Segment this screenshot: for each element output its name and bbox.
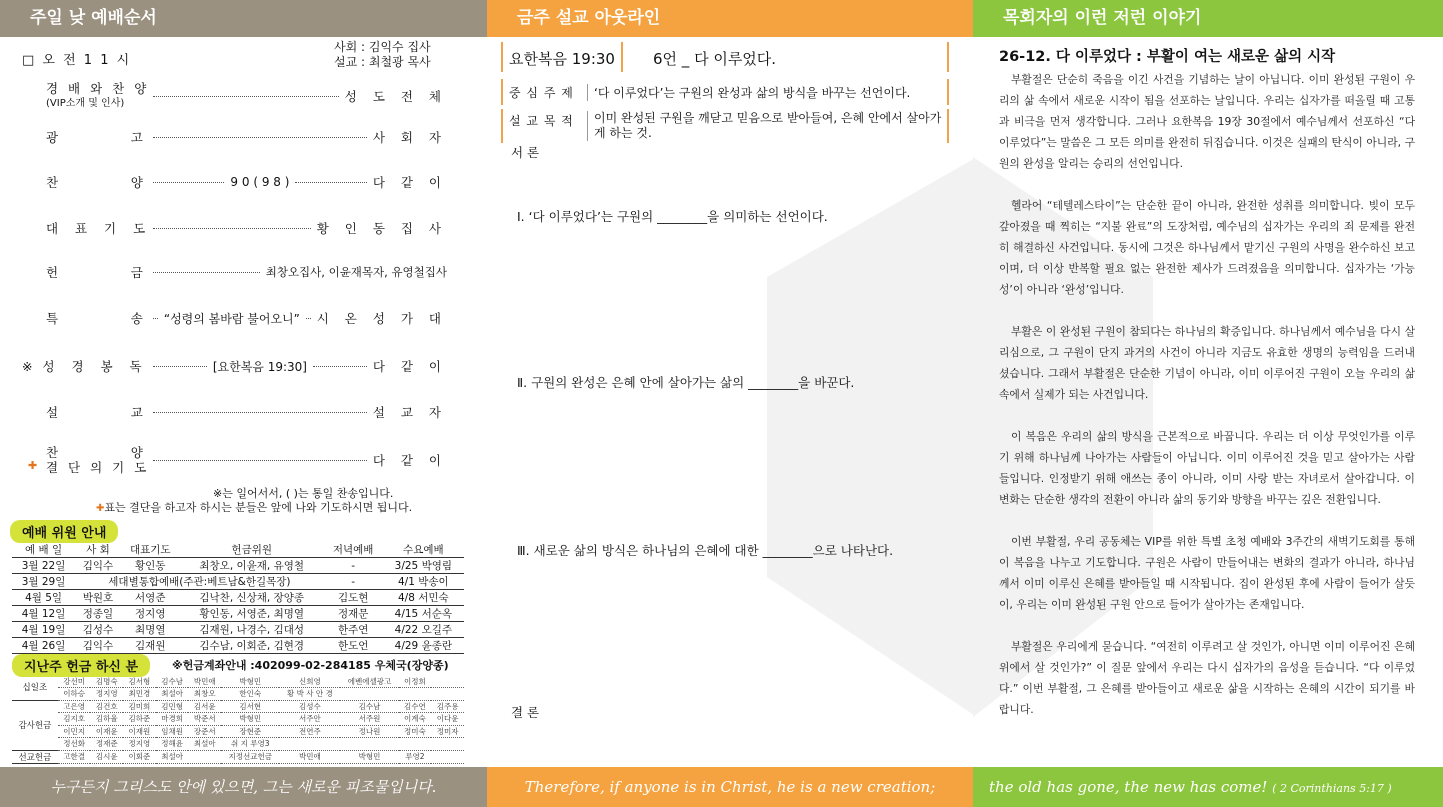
offering-name: 김명숙 <box>90 675 123 688</box>
offering-name: 마경희 <box>156 713 189 726</box>
service-item-leader: 성 도 전 체 <box>344 89 447 104</box>
offering-name: 김서윤 <box>188 700 221 713</box>
offering-name: 김지호 <box>58 713 91 726</box>
story-paragraph: 부활절은 우리에게 묻습니다. “여전히 이루려고 살 것인가, 아니면 이미 이루어진 은혜 위에서 살 것인가?” 이 질문 앞에서 우리는 다시 십자가의 음성을 듣습니다. “다 이루었다.” 이번 부활절, 그 은혜를 받아들이고 새로운 삶을 시작하는 은혜의 시간이 되기를 바랍니다. <box>999 640 1415 716</box>
service-item-detail: 9 0 ( 9 8 ) <box>230 175 290 189</box>
offering-table <box>12 675 464 764</box>
story-paragraph: 부활절은 단순히 죽음을 이긴 사건을 기념하는 날이 아닙니다. 이미 완성된 구원이 우리의 삶 속에서 새로운 시작이 됨을 선포하는 날입니다. 우리는 십자가를 떠올릴 때 고통과 비극을 먼저 생각합니다. 그러나 요한복음 19장 30절에서 예수님께서 선포하신 “다 이루었다”는 말씀은 그 모든 의미를 완전히 뒤집습니다. 이것은 실패의 탄식이 아니라, 구원의 완성을 알리는 승리의 선언입니다. <box>999 73 1415 170</box>
offering-name: 서주원 <box>340 713 398 726</box>
table-cell: 서영준 <box>121 590 180 606</box>
outline-point-1: Ⅰ. ‘다 이루었다’는 구원의 ________을 의미하는 선언이다. <box>517 209 828 224</box>
worship-committee-table <box>12 542 464 654</box>
offering-name: 김민형 <box>156 700 189 713</box>
committee-column-header: 저녁예배 <box>324 542 383 558</box>
story-paragraph: 헬라어 “테텔레스타이”는 단순한 끝이 아니라, 완전한 성취를 의미합니다. 빚이 모두 갚아졌을 때 찍히는 “지불 완료”의 도장처럼, 예수님의 십자가는 우리의 죄 문제를 완전히 해결하신 사건입니다. 동시에 그것은 하나님께서 맡기신 구원의 사명을 완수하신 보고이며, 더 이상 반복할 필요 없는 완전한 제사가 드려졌음을 의미합니다. 십자가는 ‘가능성’이 아니라 ‘완성’입니다. <box>999 199 1415 296</box>
table-cell: 4/15 서순옥 <box>383 606 464 622</box>
table-cell: 세대별통합예배(주관:베트남&한길목장) <box>75 574 324 590</box>
story-paragraph: 이번 부활절, 우리 공동체는 VIP를 위한 특별 초청 예배와 3주간의 새벽기도회를 통해 이 복음을 나누고 기도합니다. 구원은 사람이 만들어내는 변화의 결과가 아니라, 하나님께서 이미 이루신 은혜를 받아들일 때 시작됩니다. 집이 완성된 후에 사람이 들어가 살듯이, 우리는 이미 완성된 구원 안으로 들어가 살아가는 존재입니다. <box>999 535 1415 611</box>
leader-dots <box>153 272 260 273</box>
table-cell: 3월 22일 <box>12 558 75 574</box>
offering-name: 이재윤 <box>90 725 123 738</box>
story-body <box>999 69 1415 741</box>
table-cell: 4/22 오길주 <box>383 622 464 638</box>
footer-left-text: 누구든지 그리스도 안에 있으면, 그는 새로운 피조물입니다. <box>50 778 437 796</box>
service-item-label: 설 교 <box>46 404 146 420</box>
offering-name <box>399 688 432 701</box>
offering-name: 이재원 <box>123 725 156 738</box>
outline-point-3: Ⅲ. 새로운 삶의 방식은 하나님의 은혜에 대한 ________으로 나타난다. <box>517 543 894 558</box>
table-cell: 4월 12일 <box>12 606 75 622</box>
offering-name: 이민지 <box>58 725 91 738</box>
table-cell: 4월 26일 <box>12 638 75 654</box>
offering-name: 정지영 <box>123 738 156 751</box>
table-cell: 최창오, 이윤재, 유영철 <box>180 558 324 574</box>
table-cell: 정지영 <box>121 606 180 622</box>
offering-name: 한인숙 <box>221 688 279 701</box>
table-cell: 김수남, 이회준, 김현경 <box>180 638 324 654</box>
theme-row <box>501 79 949 105</box>
service-item-label-box <box>22 130 147 145</box>
service-item-leader: 시 온 성 가 대 <box>316 311 448 326</box>
offering-category: 감사헌금 <box>12 700 58 750</box>
header-sermon-outline <box>487 0 973 37</box>
table-row <box>12 675 464 688</box>
story-title: 26-12. 다 이루었다 : 부활이 여는 새로운 삶의 시작 <box>999 49 1336 65</box>
service-item-label: 대 표 기 도 <box>46 220 149 236</box>
footer-right-text: the old has gone, the new has come! <box>989 778 1268 796</box>
offering-name: 최창오 <box>188 688 221 701</box>
sermon-scripture-text: 요한복음 19:30 <box>509 50 615 68</box>
offering-name: 최민경 <box>123 688 156 701</box>
offering-name: 장현준 <box>221 725 279 738</box>
pastor-story-column <box>973 37 1443 767</box>
service-item-label: 경 배 와 찬 양 <box>46 81 150 96</box>
service-item <box>22 309 447 327</box>
committee-column-header: 수요예배 <box>383 542 464 558</box>
worship-committee-title: 예배 위원 안내 <box>10 520 118 543</box>
table-row <box>12 688 464 701</box>
table-row <box>12 622 464 638</box>
offering-name: 박민애 <box>279 750 340 763</box>
service-leaders: 사회 : 김익수 집사 설교 : 최철광 목사 <box>334 40 431 69</box>
service-item-label-box <box>22 175 147 190</box>
service-item-label-box <box>22 359 147 374</box>
service-item-label-box <box>22 221 147 236</box>
service-item-leader: 최창오집사, 이윤재목자, 유영철집사 <box>265 265 447 279</box>
offering-name: 정미자 <box>431 725 464 738</box>
service-note-standing: ※는 일어서서, ( )는 통일 찬송입니다. <box>213 487 394 500</box>
table-cell: 김익수 <box>75 638 121 654</box>
offering-name: 박형민 <box>221 713 279 726</box>
offering-name <box>431 688 464 701</box>
service-item-detail: “성령의 봄바람 불어오니” <box>163 311 300 326</box>
offering-name: 최설아 <box>156 688 189 701</box>
leader-dots <box>153 366 207 367</box>
outline-conclusion: 결 론 <box>511 705 540 720</box>
offering-name: 김수연 <box>399 700 432 713</box>
offering-account: ※헌금계좌안내 :402099-02-284185 우체국(장양종) <box>172 659 449 672</box>
offering-name: 지정선교헌금 <box>221 750 279 763</box>
service-item-sub: 결 단 의 기 도 <box>46 460 150 475</box>
table-row <box>12 725 464 738</box>
leader-dots <box>153 182 224 183</box>
offering-name: 이하승 <box>58 688 91 701</box>
offering-name: 고한결 <box>58 750 91 763</box>
outline-intro: 서 론 <box>511 145 540 160</box>
service-item <box>22 81 447 111</box>
service-item-label: 찬 양 <box>46 445 146 460</box>
offering-category: 십일조 <box>12 675 58 700</box>
service-item <box>22 219 447 237</box>
offering-name: 김하준 <box>123 713 156 726</box>
committee-column-header: 사 회 <box>75 542 121 558</box>
header-pastor-story-title: 목회자의 이런 저런 이야기 <box>1003 8 1202 28</box>
offering-title: 지난주 헌금 하신 분 <box>12 654 150 677</box>
offering-name: 김주용 <box>431 700 464 713</box>
outline-point-2: Ⅱ. 구원의 완성은 은혜 안에 살아가는 삶의 ________을 바꾼다. <box>517 375 855 390</box>
offering-name: 장준서 <box>188 725 221 738</box>
offering-name: 김서현 <box>221 700 279 713</box>
offering-name: 루영2 <box>399 750 432 763</box>
header-pastor-story <box>973 0 1443 37</box>
service-item-detail: [요한복음 19:30] <box>212 359 307 374</box>
offering-name: 김시윤 <box>90 750 123 763</box>
service-item <box>22 173 447 191</box>
offering-name: 김미희 <box>123 700 156 713</box>
offering-name: 최설아 <box>188 738 221 751</box>
service-item-label: 찬 양 <box>46 174 146 190</box>
leader-dots <box>153 460 367 461</box>
table-cell: 4월 19일 <box>12 622 75 638</box>
leader-dots <box>153 137 367 138</box>
offering-name <box>279 738 340 751</box>
committee-column-header: 대표기도 <box>121 542 180 558</box>
service-item-leader: 설 교 자 <box>372 405 447 420</box>
offering-name: 김하율 <box>90 713 123 726</box>
offering-name: 강선미 <box>58 675 91 688</box>
service-item-label: ※ 성 경 봉 독 <box>22 358 145 374</box>
table-cell: 황인동 <box>121 558 180 574</box>
table-row <box>12 590 464 606</box>
offering-name: 박형민 <box>340 750 398 763</box>
offering-name: 이다윤 <box>431 713 464 726</box>
offering-name: 정재준 <box>90 738 123 751</box>
watermark-graphic <box>727 157 973 717</box>
offering-name: 이계숙 <box>399 713 432 726</box>
story-paragraph: 부활은 이 완성된 구원이 참되다는 하나님의 확증입니다. 하나님께서 예수님을 다시 살리심으로, 그 구원이 단지 과거의 사건이 아니라 지금도 유효한 생명의 능력임을 드러내셨습니다. 그래서 부활절은 단순한 기념이 아니라, 이미 이루어진 구원이 오늘 우리의 삶 속에서 실제가 되는 사건입니다. <box>999 325 1415 401</box>
service-item <box>22 128 447 146</box>
table-cell: 3/25 박영림 <box>383 558 464 574</box>
offering-name <box>431 675 464 688</box>
purpose-row <box>501 109 949 143</box>
service-item <box>22 357 447 375</box>
offering-name: 김서형 <box>123 675 156 688</box>
offering-category: 선교헌금 <box>12 750 58 763</box>
table-cell: 김도현 <box>324 590 383 606</box>
worship-order-column <box>0 37 487 767</box>
cross-icon: ✚ <box>28 459 38 472</box>
service-note-decision <box>96 499 412 515</box>
offering-name: 정해윤 <box>156 738 189 751</box>
table-cell: - <box>324 574 383 590</box>
offering-name: 서주안 <box>279 713 340 726</box>
offering-name <box>431 750 464 763</box>
table-cell: 김낙찬, 신상채, 장양종 <box>180 590 324 606</box>
purpose-text: 이미 완성된 구원을 깨닫고 믿음으로 받아들여, 은혜 안에서 살아가게 하는 것. <box>587 111 947 141</box>
offering-name: 황 박 사 안 경 <box>279 688 340 701</box>
service-time: □ 오 전 1 1 시 <box>22 53 132 68</box>
service-item-label-box <box>22 81 150 111</box>
offering-name: 정선화 <box>58 738 91 751</box>
table-cell: 한도언 <box>324 638 383 654</box>
table-row <box>12 558 464 574</box>
table-cell: 4/1 박송이 <box>383 574 464 590</box>
purpose-label: 설 교 목 적 <box>509 114 574 128</box>
offering-name: 김수남 <box>340 700 398 713</box>
service-note-decision-text: 표는 결단을 하고자 하시는 분들은 앞에 나와 기도하시면 됩니다. <box>104 501 413 514</box>
table-cell: 정종일 <box>75 606 121 622</box>
header-sermon-outline-title: 금주 설교 아웃라인 <box>517 8 661 28</box>
leader-dots <box>153 96 339 97</box>
offering-name: 박형민 <box>221 675 279 688</box>
table-cell: 김익수 <box>75 558 121 574</box>
table-row <box>12 700 464 713</box>
service-item-label: 광 고 <box>46 129 146 145</box>
table-row <box>12 750 464 763</box>
offering-name: 전연주 <box>279 725 340 738</box>
theme-text: ‘다 이루었다’는 구원의 완성과 삶의 방식을 바꾸는 선언이다. <box>587 84 910 101</box>
leader-dots <box>295 182 366 183</box>
footer-reference: ( 2 Corinthians 5:17 ) <box>1272 782 1392 795</box>
offering-name: 박준서 <box>188 713 221 726</box>
sermon-title-text: 6언 _ 다 이루었다. <box>653 50 777 68</box>
leader-dots <box>306 318 311 319</box>
table-cell: 3월 29일 <box>12 574 75 590</box>
offering-name: 박민애 <box>188 675 221 688</box>
table-cell: 한주연 <box>324 622 383 638</box>
offering-name: 신희영 <box>279 675 340 688</box>
offering-name: 김성수 <box>279 700 340 713</box>
offering-name: 에벤에셀광고 <box>340 675 398 688</box>
sermon-scripture <box>501 42 623 72</box>
table-row <box>12 638 464 654</box>
offering-name: 최설아 <box>156 750 189 763</box>
service-item-label-box <box>22 445 150 475</box>
service-item <box>22 445 447 475</box>
table-cell: 박원호 <box>75 590 121 606</box>
table-cell: 최명열 <box>121 622 180 638</box>
table-cell: 김재원, 나경수, 김대성 <box>180 622 324 638</box>
offering-name: 정나원 <box>340 725 398 738</box>
table-cell: 김재원 <box>121 638 180 654</box>
service-item <box>22 264 447 280</box>
service-item-leader: 사 회 자 <box>372 130 447 145</box>
theme-label: 중 심 주 제 <box>509 86 574 100</box>
table-cell: 정재문 <box>324 606 383 622</box>
service-item-sub: (VIP소개 및 인사) <box>46 98 125 109</box>
service-item-leader: 다 같 이 <box>372 359 448 374</box>
table-row <box>12 713 464 726</box>
table-cell: 4/29 윤종란 <box>383 638 464 654</box>
leader-dots <box>153 412 367 413</box>
service-item-label-box <box>22 311 147 326</box>
footer-right <box>973 767 1443 807</box>
service-item-leader: 다 같 이 <box>372 453 447 468</box>
offering-name: 이정희 <box>399 675 432 688</box>
sermon-title <box>647 42 949 72</box>
table-cell: - <box>324 558 383 574</box>
offering-name <box>399 738 432 751</box>
offering-name <box>340 688 398 701</box>
offering-name: 정미숙 <box>399 725 432 738</box>
cross-icon: ✚ <box>96 503 105 514</box>
table-cell: 황인동, 서영준, 최명열 <box>180 606 324 622</box>
service-item-label: 헌 금 <box>46 264 146 280</box>
service-item-leader: 황 인 동 집 사 <box>316 221 447 236</box>
table-cell: 4월 5일 <box>12 590 75 606</box>
leader-dots <box>153 318 158 319</box>
service-item <box>22 403 447 421</box>
footer-middle <box>487 767 973 807</box>
offering-name: 고은영 <box>58 700 91 713</box>
table-row <box>12 574 464 590</box>
table-row <box>12 606 464 622</box>
committee-column-header: 예 배 일 <box>12 542 75 558</box>
offering-name <box>431 738 464 751</box>
service-item-leader: 다 같 이 <box>372 175 448 190</box>
service-item-label: 특 송 <box>46 310 146 326</box>
offering-name: 정지영 <box>90 688 123 701</box>
sermon-outline-column <box>487 37 973 767</box>
offering-name: 임채원 <box>156 725 189 738</box>
service-item-label-box <box>22 405 147 420</box>
committee-column-header: 헌금위원 <box>180 542 324 558</box>
footer-left <box>0 767 487 807</box>
table-cell: 4/8 서민숙 <box>383 590 464 606</box>
footer-middle-text: Therefore, if anyone is in Christ, he is a new creation; <box>524 778 936 796</box>
header-worship-order <box>0 0 487 37</box>
offering-name: 이회준 <box>123 750 156 763</box>
table-cell: 김성수 <box>75 622 121 638</box>
offering-name: 김수남 <box>156 675 189 688</box>
header-worship-order-title: 주일 낮 예배순서 <box>30 8 157 28</box>
leader-dots <box>153 228 311 229</box>
service-item-label-box <box>22 265 147 280</box>
leader-dots <box>313 366 367 367</box>
offering-name <box>340 738 398 751</box>
offering-name: 쉬 지 루영3 <box>221 738 279 751</box>
table-row <box>12 738 464 751</box>
offering-name: 김건호 <box>90 700 123 713</box>
story-paragraph: 이 복음은 우리의 삶의 방식을 근본적으로 바꿉니다. 우리는 더 이상 무엇인가를 이루기 위해 하나님께 나아가는 사람들이 아닙니다. 이미 이루어진 것을 믿고 살아가는 사람들입니다. 인정받기 위해 애쓰는 종이 아니라, 이미 사랑 받는 자녀로서 살아갑니다. 이 변화는 단순한 생각의 전환이 아니라 삶의 동기와 방향을 바꾸는 깊은 전환입니다. <box>999 430 1415 506</box>
offering-name <box>188 750 221 763</box>
